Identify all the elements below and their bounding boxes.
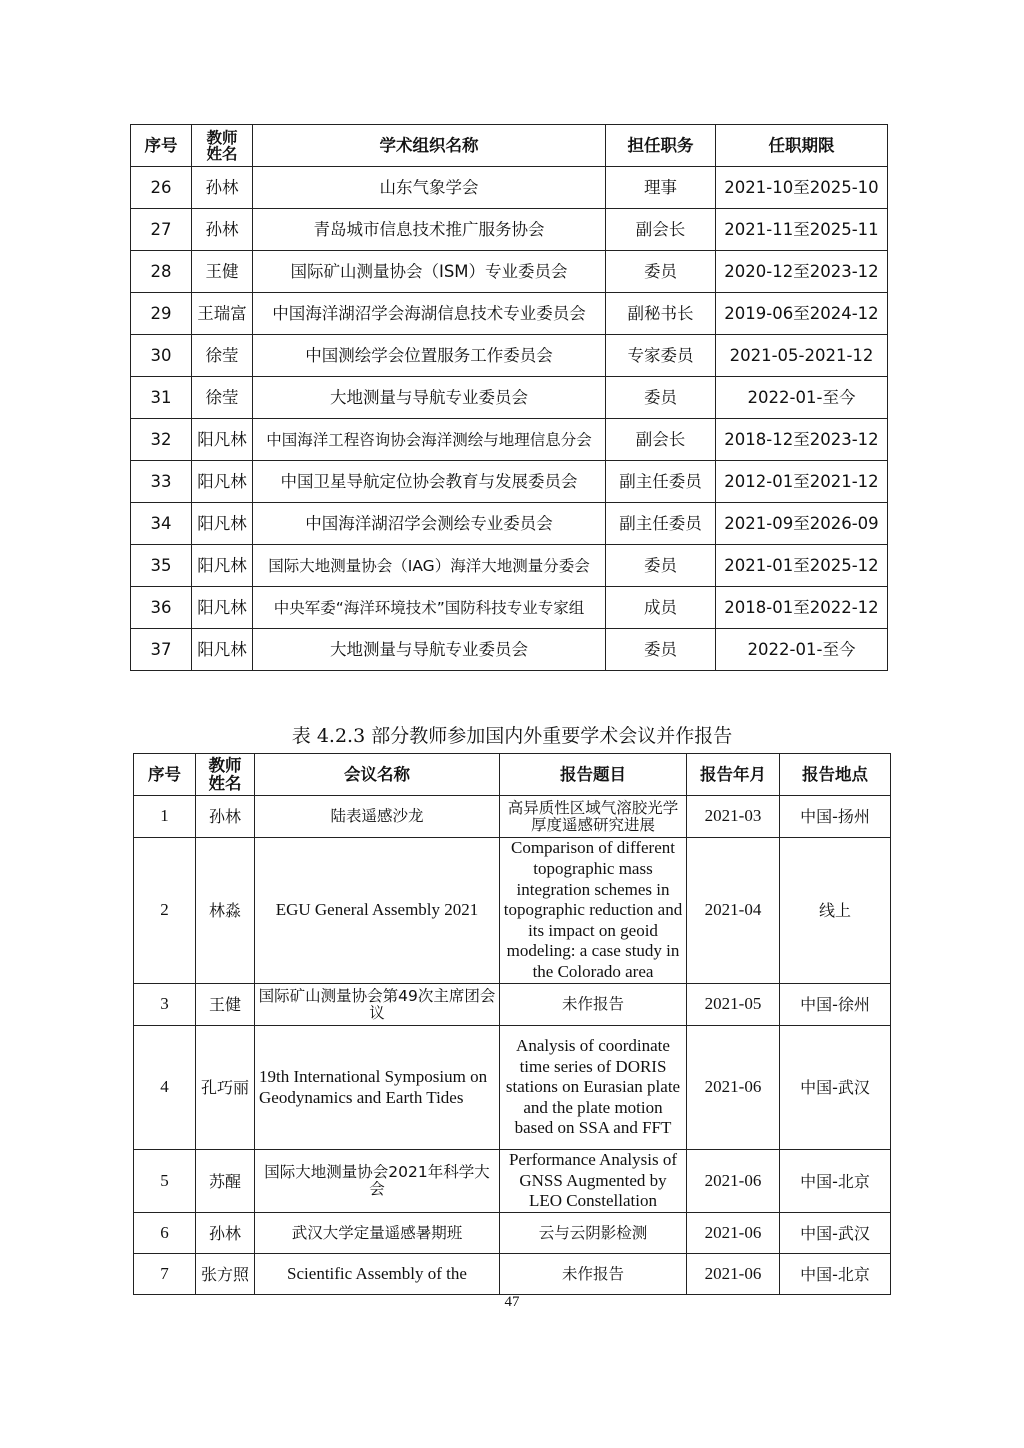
term: 2020-12至2023-12 [716,251,888,293]
row-number: 6 [134,1213,196,1254]
table-row [131,419,888,461]
academic-organization-table [130,124,888,671]
table-row [131,587,888,629]
role: 委员 [606,377,716,419]
table-row [131,629,888,671]
report-title: Performance Analysis of GNSS Augmented by LEO Constellation [500,1150,687,1213]
role: 理事 [606,167,716,209]
row-number: 33 [131,461,192,503]
report-date: 2021-05 [687,984,780,1026]
teacher-name: 孙林 [196,1213,255,1254]
teacher-name: 阳凡林 [192,419,253,461]
table-body [134,796,891,1295]
header-role: 担任职务 [606,125,716,167]
teacher-name: 阳凡林 [192,461,253,503]
role: 副会长 [606,209,716,251]
teacher-name: 王瑞富 [192,293,253,335]
report-date: 2021-06 [687,1254,780,1295]
organization-name: 国际大地测量协会（IAG）海洋大地测量分委会 [253,545,606,587]
meeting-name: 武汉大学定量遥感暑期班 [255,1213,500,1254]
header-no: 序号 [134,754,196,796]
term: 2018-01至2022-12 [716,587,888,629]
table-row [131,335,888,377]
term: 2021-05-2021-12 [716,335,888,377]
row-number: 36 [131,587,192,629]
term: 2021-01至2025-12 [716,545,888,587]
teacher-name: 阳凡林 [192,503,253,545]
organization-name: 中国海洋湖沼学会海湖信息技术专业委员会 [253,293,606,335]
role: 副主任委员 [606,461,716,503]
table-row [131,503,888,545]
table-row [131,251,888,293]
term: 2018-12至2023-12 [716,419,888,461]
row-number: 1 [134,796,196,838]
table-row [134,1026,891,1150]
role: 副秘书长 [606,293,716,335]
role: 副会长 [606,419,716,461]
header-org-name: 学术组织名称 [253,125,606,167]
row-number: 30 [131,335,192,377]
table-row [131,167,888,209]
table-caption: 表 4.2.3 部分教师参加国内外重要学术会议并作报告 [291,725,733,747]
teacher-name: 阳凡林 [192,629,253,671]
teacher-name: 孔巧丽 [196,1026,255,1150]
report-place: 中国-北京 [780,1150,891,1213]
header-teacher-name: 教师姓名 [196,754,255,796]
row-number: 3 [134,984,196,1026]
header-meeting-name: 会议名称 [255,754,500,796]
meeting-name: Scientific Assembly of the [255,1254,500,1295]
teacher-name: 林淼 [196,838,255,984]
report-title: 未作报告 [500,984,687,1026]
role: 成员 [606,587,716,629]
table-row [134,984,891,1026]
table-row [131,545,888,587]
table-row [134,1150,891,1213]
report-place: 中国-武汉 [780,1026,891,1150]
table-row [134,796,891,838]
role: 委员 [606,545,716,587]
term: 2012-01至2021-12 [716,461,888,503]
organization-name: 大地测量与导航专业委员会 [253,377,606,419]
header-report-place: 报告地点 [780,754,891,796]
report-title: Analysis of coordinate time series of DORIS stations on Eurasian plate and the plate motion based on SSA and FFT [500,1026,687,1150]
organization-name: 中国海洋工程咨询协会海洋测绘与地理信息分会 [253,419,606,461]
report-title: 未作报告 [500,1254,687,1295]
table-row [134,838,891,984]
row-number: 5 [134,1150,196,1213]
row-number: 29 [131,293,192,335]
role: 委员 [606,629,716,671]
teacher-name: 孙林 [192,209,253,251]
organization-name: 青岛城市信息技术推广服务协会 [253,209,606,251]
header-no: 序号 [131,125,192,167]
table-header-row [131,125,888,167]
row-number: 35 [131,545,192,587]
role: 副主任委员 [606,503,716,545]
table-row [131,461,888,503]
row-number: 32 [131,419,192,461]
report-place: 中国-扬州 [780,796,891,838]
report-place: 中国-北京 [780,1254,891,1295]
term: 2022-01-至今 [716,377,888,419]
role: 委员 [606,251,716,293]
table-header-row [134,754,891,796]
term: 2019-06至2024-12 [716,293,888,335]
row-number: 7 [134,1254,196,1295]
header-teacher-name: 教师姓名 [192,125,253,167]
meeting-name: 国际矿山测量协会第49次主席团会议 [255,984,500,1026]
table-body [131,167,888,671]
meeting-name: 国际大地测量协会2021年科学大会 [255,1150,500,1213]
report-date: 2021-06 [687,1026,780,1150]
organization-name: 国际矿山测量协会（ISM）专业委员会 [253,251,606,293]
header-term: 任职期限 [716,125,888,167]
row-number: 4 [134,1026,196,1150]
table-row [131,377,888,419]
report-place: 中国-徐州 [780,984,891,1026]
report-title: 云与云阴影检测 [500,1213,687,1254]
table-row [134,1213,891,1254]
term: 2021-09至2026-09 [716,503,888,545]
header-report-title: 报告题目 [500,754,687,796]
row-number: 27 [131,209,192,251]
organization-name: 中国卫星导航定位协会教育与发展委员会 [253,461,606,503]
role: 专家委员 [606,335,716,377]
row-number: 26 [131,167,192,209]
report-date: 2021-06 [687,1213,780,1254]
table-row [131,293,888,335]
organization-name: 大地测量与导航专业委员会 [253,629,606,671]
table-row [134,1254,891,1295]
conference-report-table [133,753,891,1295]
teacher-name: 苏醒 [196,1150,255,1213]
row-number: 2 [134,838,196,984]
report-date: 2021-06 [687,1150,780,1213]
report-title: 高异质性区域气溶胶光学厚度遥感研究进展 [500,796,687,838]
term: 2021-11至2025-11 [716,209,888,251]
term: 2022-01-至今 [716,629,888,671]
table-row [131,209,888,251]
meeting-name: 陆表遥感沙龙 [255,796,500,838]
page-number: 47 [504,1294,520,1310]
organization-name: 中国测绘学会位置服务工作委员会 [253,335,606,377]
organization-name: 中央军委“海洋环境技术”国防科技专业专家组 [253,587,606,629]
report-place: 线上 [780,838,891,984]
report-title: Comparison of different topographic mass integration schemes in topographic reduction and its impact on geoid modeling: a case study in the Colorado area [500,838,687,984]
row-number: 37 [131,629,192,671]
row-number: 34 [131,503,192,545]
teacher-name: 孙林 [192,167,253,209]
teacher-name: 阳凡林 [192,587,253,629]
teacher-name: 阳凡林 [192,545,253,587]
row-number: 28 [131,251,192,293]
teacher-name: 王健 [192,251,253,293]
organization-name: 山东气象学会 [253,167,606,209]
teacher-name: 王健 [196,984,255,1026]
row-number: 31 [131,377,192,419]
teacher-name: 张方照 [196,1254,255,1295]
meeting-name: EGU General Assembly 2021 [255,838,500,984]
meeting-name: 19th International Symposium on Geodynamics and Earth Tides [255,1026,500,1150]
report-date: 2021-04 [687,838,780,984]
term: 2021-10至2025-10 [716,167,888,209]
report-date: 2021-03 [687,796,780,838]
header-report-date: 报告年月 [687,754,780,796]
teacher-name: 徐莹 [192,377,253,419]
teacher-name: 徐莹 [192,335,253,377]
report-place: 中国-武汉 [780,1213,891,1254]
organization-name: 中国海洋湖沼学会测绘专业委员会 [253,503,606,545]
teacher-name: 孙林 [196,796,255,838]
